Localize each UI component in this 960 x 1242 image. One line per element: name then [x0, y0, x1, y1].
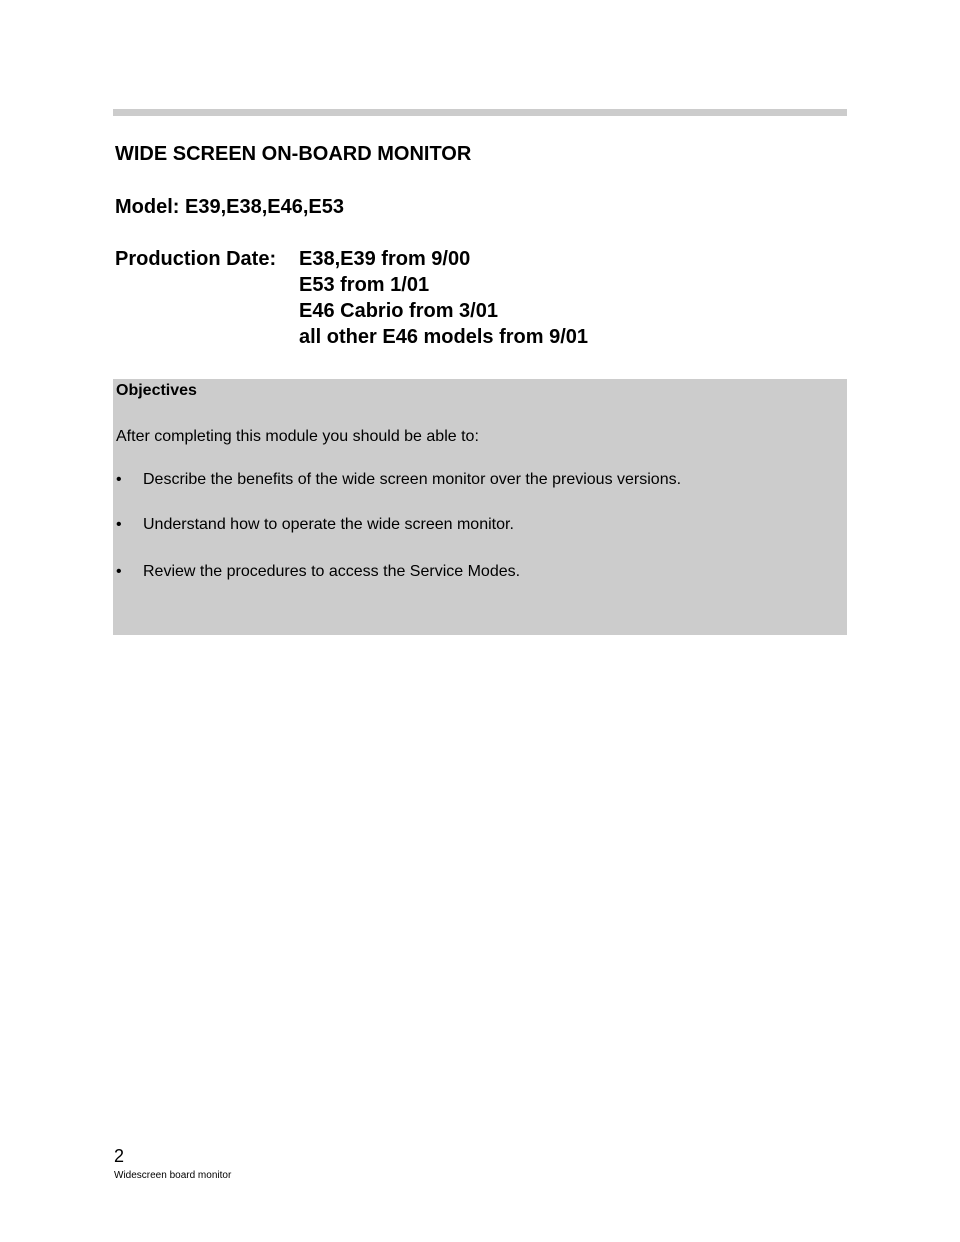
objective-text: Understand how to operate the wide screen monitor.	[143, 516, 514, 533]
production-date-line: all other E46 models from 9/01	[299, 326, 588, 348]
bullet-icon: •	[116, 516, 122, 533]
page-number: 2	[114, 1146, 125, 1166]
objective-item	[116, 470, 681, 490]
objective-item	[116, 515, 514, 535]
production-date-label: Production Date:	[115, 248, 277, 270]
objectives-panel	[113, 379, 847, 635]
bullet-icon: •	[116, 471, 122, 488]
production-date-line: E46 Cabrio from 3/01	[299, 300, 498, 322]
objectives-intro: After completing this module you should be able to:	[116, 428, 479, 445]
production-date-line: E53 from 1/01	[299, 274, 430, 296]
objective-item	[116, 562, 520, 582]
footer-label: Widescreen board monitor	[114, 1170, 232, 1181]
objective-text: Review the procedures to access the Service Modes.	[143, 563, 521, 580]
bullet-icon: •	[116, 563, 122, 580]
header-rule	[113, 109, 847, 116]
model-line: Model: E39,E38,E46,E53	[115, 196, 345, 218]
objective-text: Describe the benefits of the wide screen monitor over the previous versions.	[143, 471, 682, 488]
production-date-list	[299, 246, 588, 350]
objectives-heading: Objectives	[116, 382, 197, 399]
production-date-line: E38,E39 from 9/00	[299, 248, 471, 270]
page-title: WIDE SCREEN ON-BOARD MONITOR	[115, 143, 472, 165]
